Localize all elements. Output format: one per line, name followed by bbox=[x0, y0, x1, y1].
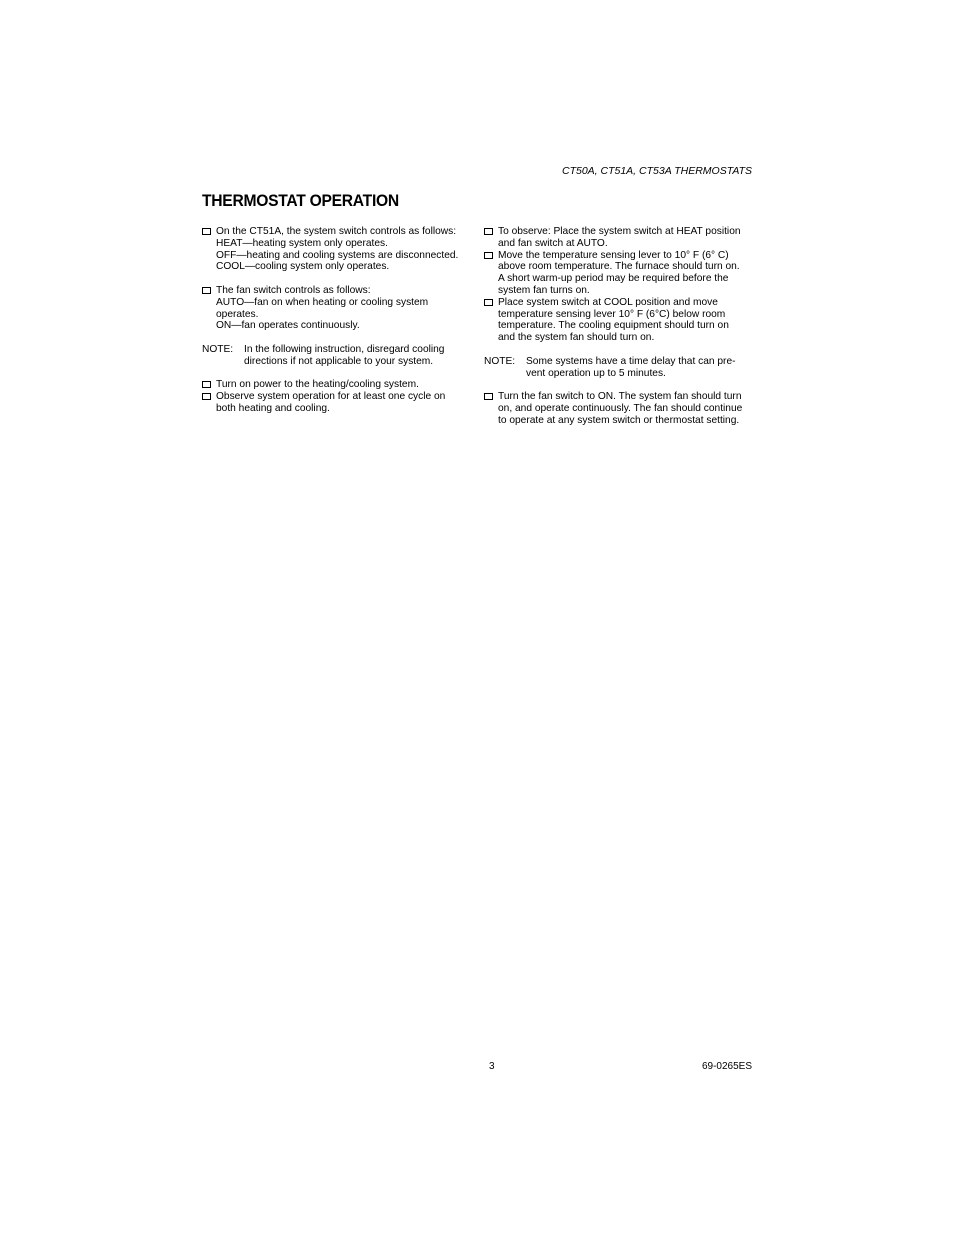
list-item-text bbox=[498, 250, 756, 297]
list-item bbox=[202, 285, 474, 332]
text-line: both heating and cooling. bbox=[216, 402, 330, 414]
text-line: On the CT51A, the system switch controls as follows: bbox=[216, 226, 457, 237]
note-label: NOTE: bbox=[202, 343, 234, 355]
checkbox-icon bbox=[202, 287, 211, 294]
text-line: system fan turns on. bbox=[498, 284, 590, 296]
list-item bbox=[484, 250, 756, 297]
text-line: Turn the fan switch to ON. The system fan should turn bbox=[498, 391, 742, 403]
page-number: 3 bbox=[489, 1061, 495, 1072]
text-line: above room temperature. The furnace should turn on. bbox=[498, 261, 740, 273]
text-line: Observe system operation for at least one cycle on bbox=[216, 391, 446, 403]
checkbox-icon bbox=[484, 252, 493, 259]
checkbox-icon bbox=[484, 299, 493, 306]
checkbox-icon bbox=[484, 228, 493, 235]
running-header: CT50A, CT51A, CT53A THERMOSTATS bbox=[561, 165, 752, 177]
text-line: and the system fan should turn on. bbox=[498, 332, 655, 344]
list-item bbox=[202, 226, 474, 273]
list-item bbox=[202, 379, 474, 391]
text-line: OFF—heating and cooling systems are disconnected. bbox=[216, 249, 459, 261]
text-line: to operate at any system switch or thermostat setting. bbox=[498, 414, 740, 426]
text-line: To observe: Place the system switch at HEAT position bbox=[498, 226, 741, 237]
list-item-text bbox=[498, 391, 756, 426]
right-column bbox=[484, 226, 756, 427]
checkbox-icon bbox=[202, 393, 211, 400]
list-item bbox=[484, 226, 756, 250]
list-item bbox=[202, 391, 474, 415]
text-line: directions if not applicable to your system. bbox=[244, 355, 434, 367]
list-item-text bbox=[216, 391, 474, 415]
text-line: on, and operate continuously. The fan should continue bbox=[498, 402, 743, 414]
note-label: NOTE: bbox=[484, 355, 516, 367]
text-line: Place system switch at COOL position and move bbox=[498, 296, 718, 308]
checkbox-icon bbox=[484, 393, 493, 400]
spacer bbox=[202, 273, 474, 285]
text-line: HEAT—heating system only operates. bbox=[216, 237, 388, 249]
note-text bbox=[244, 344, 474, 368]
page-title: THERMOSTAT OPERATION bbox=[202, 191, 399, 210]
spacer bbox=[202, 368, 474, 380]
text-line: The fan switch controls as follows: bbox=[216, 284, 371, 296]
note bbox=[202, 344, 474, 368]
list-item-text bbox=[216, 379, 474, 391]
text-line: Turn on power to the heating/cooling system. bbox=[216, 379, 419, 391]
spacer bbox=[484, 379, 756, 391]
text-line: Move the temperature sensing lever to 10° F (6° C) bbox=[498, 249, 729, 261]
text-line: and fan switch at AUTO. bbox=[498, 237, 608, 249]
text-line: operates. bbox=[216, 308, 259, 320]
left-column bbox=[202, 226, 474, 415]
spacer bbox=[202, 332, 474, 344]
note bbox=[484, 356, 756, 380]
text-line: A short warm-up period may be required before the bbox=[498, 273, 729, 285]
list-item-text bbox=[498, 226, 756, 250]
text-line: COOL—cooling system only operates. bbox=[216, 261, 390, 273]
text-line: In the following instruction, disregard cooling bbox=[244, 343, 445, 355]
document-number: 69-0265ES bbox=[701, 1061, 752, 1072]
text-line: ON—fan operates continuously. bbox=[216, 320, 360, 332]
text-line: Some systems have a time delay that can pre- bbox=[526, 355, 736, 367]
text-line: temperature sensing lever 10° F (6°C) below room bbox=[498, 308, 726, 320]
list-item-text bbox=[216, 226, 474, 273]
checkbox-icon bbox=[202, 228, 211, 235]
text-line: temperature. The cooling equipment should turn on bbox=[498, 320, 729, 332]
list-item-text bbox=[216, 285, 474, 332]
text-line: AUTO—fan on when heating or cooling system bbox=[216, 296, 429, 308]
spacer bbox=[484, 344, 756, 356]
checkbox-icon bbox=[202, 381, 211, 388]
list-item bbox=[484, 391, 756, 426]
list-item bbox=[484, 297, 756, 344]
text-line: vent operation up to 5 minutes. bbox=[526, 367, 666, 379]
list-item-text bbox=[498, 297, 756, 344]
note-text bbox=[526, 356, 756, 380]
